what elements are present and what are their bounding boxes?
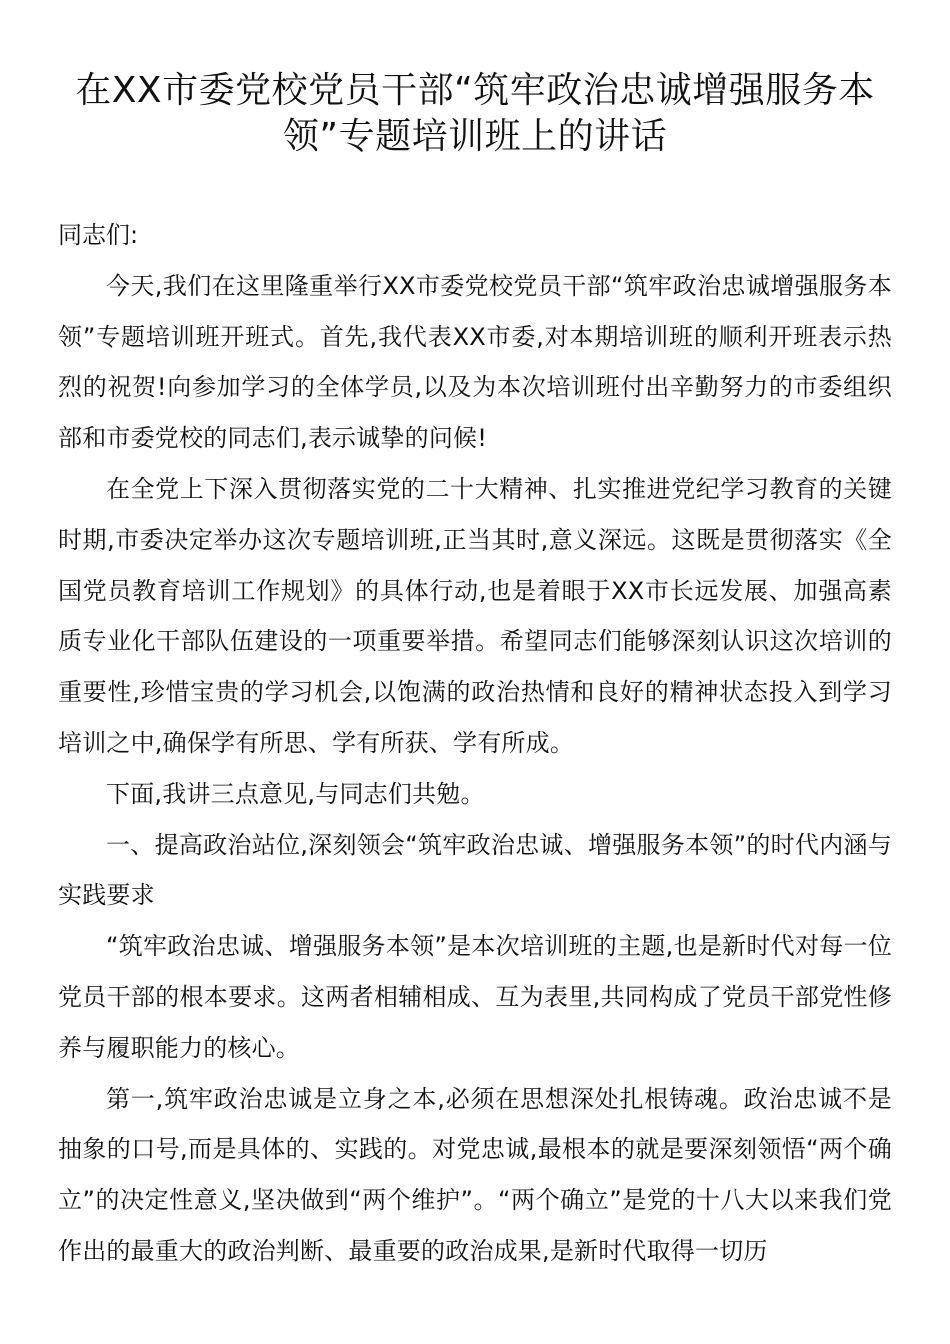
document-body: [58, 210, 892, 1277]
paragraph-background: 在全党上下深入贯彻落实党的二十大精神、扎实推进党纪学习教育的关键时期,市委决定举办这次专题培训班,正当其时,意义深远。这既是贯彻落实《全国党员教育培训工作规划》的具体行动,也是着眼于XX市长远发展、加强高素质专业化干部队伍建设的一项重要举措。希望同志们能够深刻认识这次培训的重要性,珍惜宝贵的学习机会,以饱满的政治热情和良好的精神状态投入到学习培训之中,确保学有所思、学有所获、学有所成。: [58, 474, 892, 757]
paragraph-transition: 下面,我讲三点意见,与同志们共勉。: [106, 779, 485, 808]
paragraph-theme: “筑牢政治忠诚、增强服务本领”是本次培训班的主题,也是新时代对每一位党员干部的根本要求。这两者相辅相成、互为表里,共同构成了党员干部党性修养与履职能力的核心。: [58, 932, 892, 1062]
section-heading-one: 一、提高政治站位,深刻领会“筑牢政治忠诚、增强服务本领”的时代内涵与实践要求: [58, 830, 892, 910]
document-title: 在XX市委党校党员干部“筑牢政治忠诚增强服务本领”专题培训班上的讲话: [75, 70, 875, 157]
paragraph-opening: 今天,我们在这里隆重举行XX市委党校党员干部“筑牢政治忠诚增强服务本领”专题培训班开班式。首先,我代表XX市委,对本期培训班的顺利开班表示热烈的祝贺!向参加学习的全体学员,以及为本次培训班付出辛勤努力的市委组织部和市委党校的同志们,表示诚挚的问候!: [58, 271, 892, 453]
paragraph-point-one: 第一,筑牢政治忠诚是立身之本,必须在思想深处扎根铸魂。政治忠诚不是抽象的口号,而是具体的、实践的。对党忠诚,最根本的就是要深刻领悟“两个确立”的决定性意义,坚决做到“两个维护”。“两个确立”是党的十八大以来我们党作出的最重大的政治判断、最重要的政治成果,是新时代取得一切历: [58, 1084, 892, 1265]
salutation: 同志们:: [58, 221, 139, 249]
